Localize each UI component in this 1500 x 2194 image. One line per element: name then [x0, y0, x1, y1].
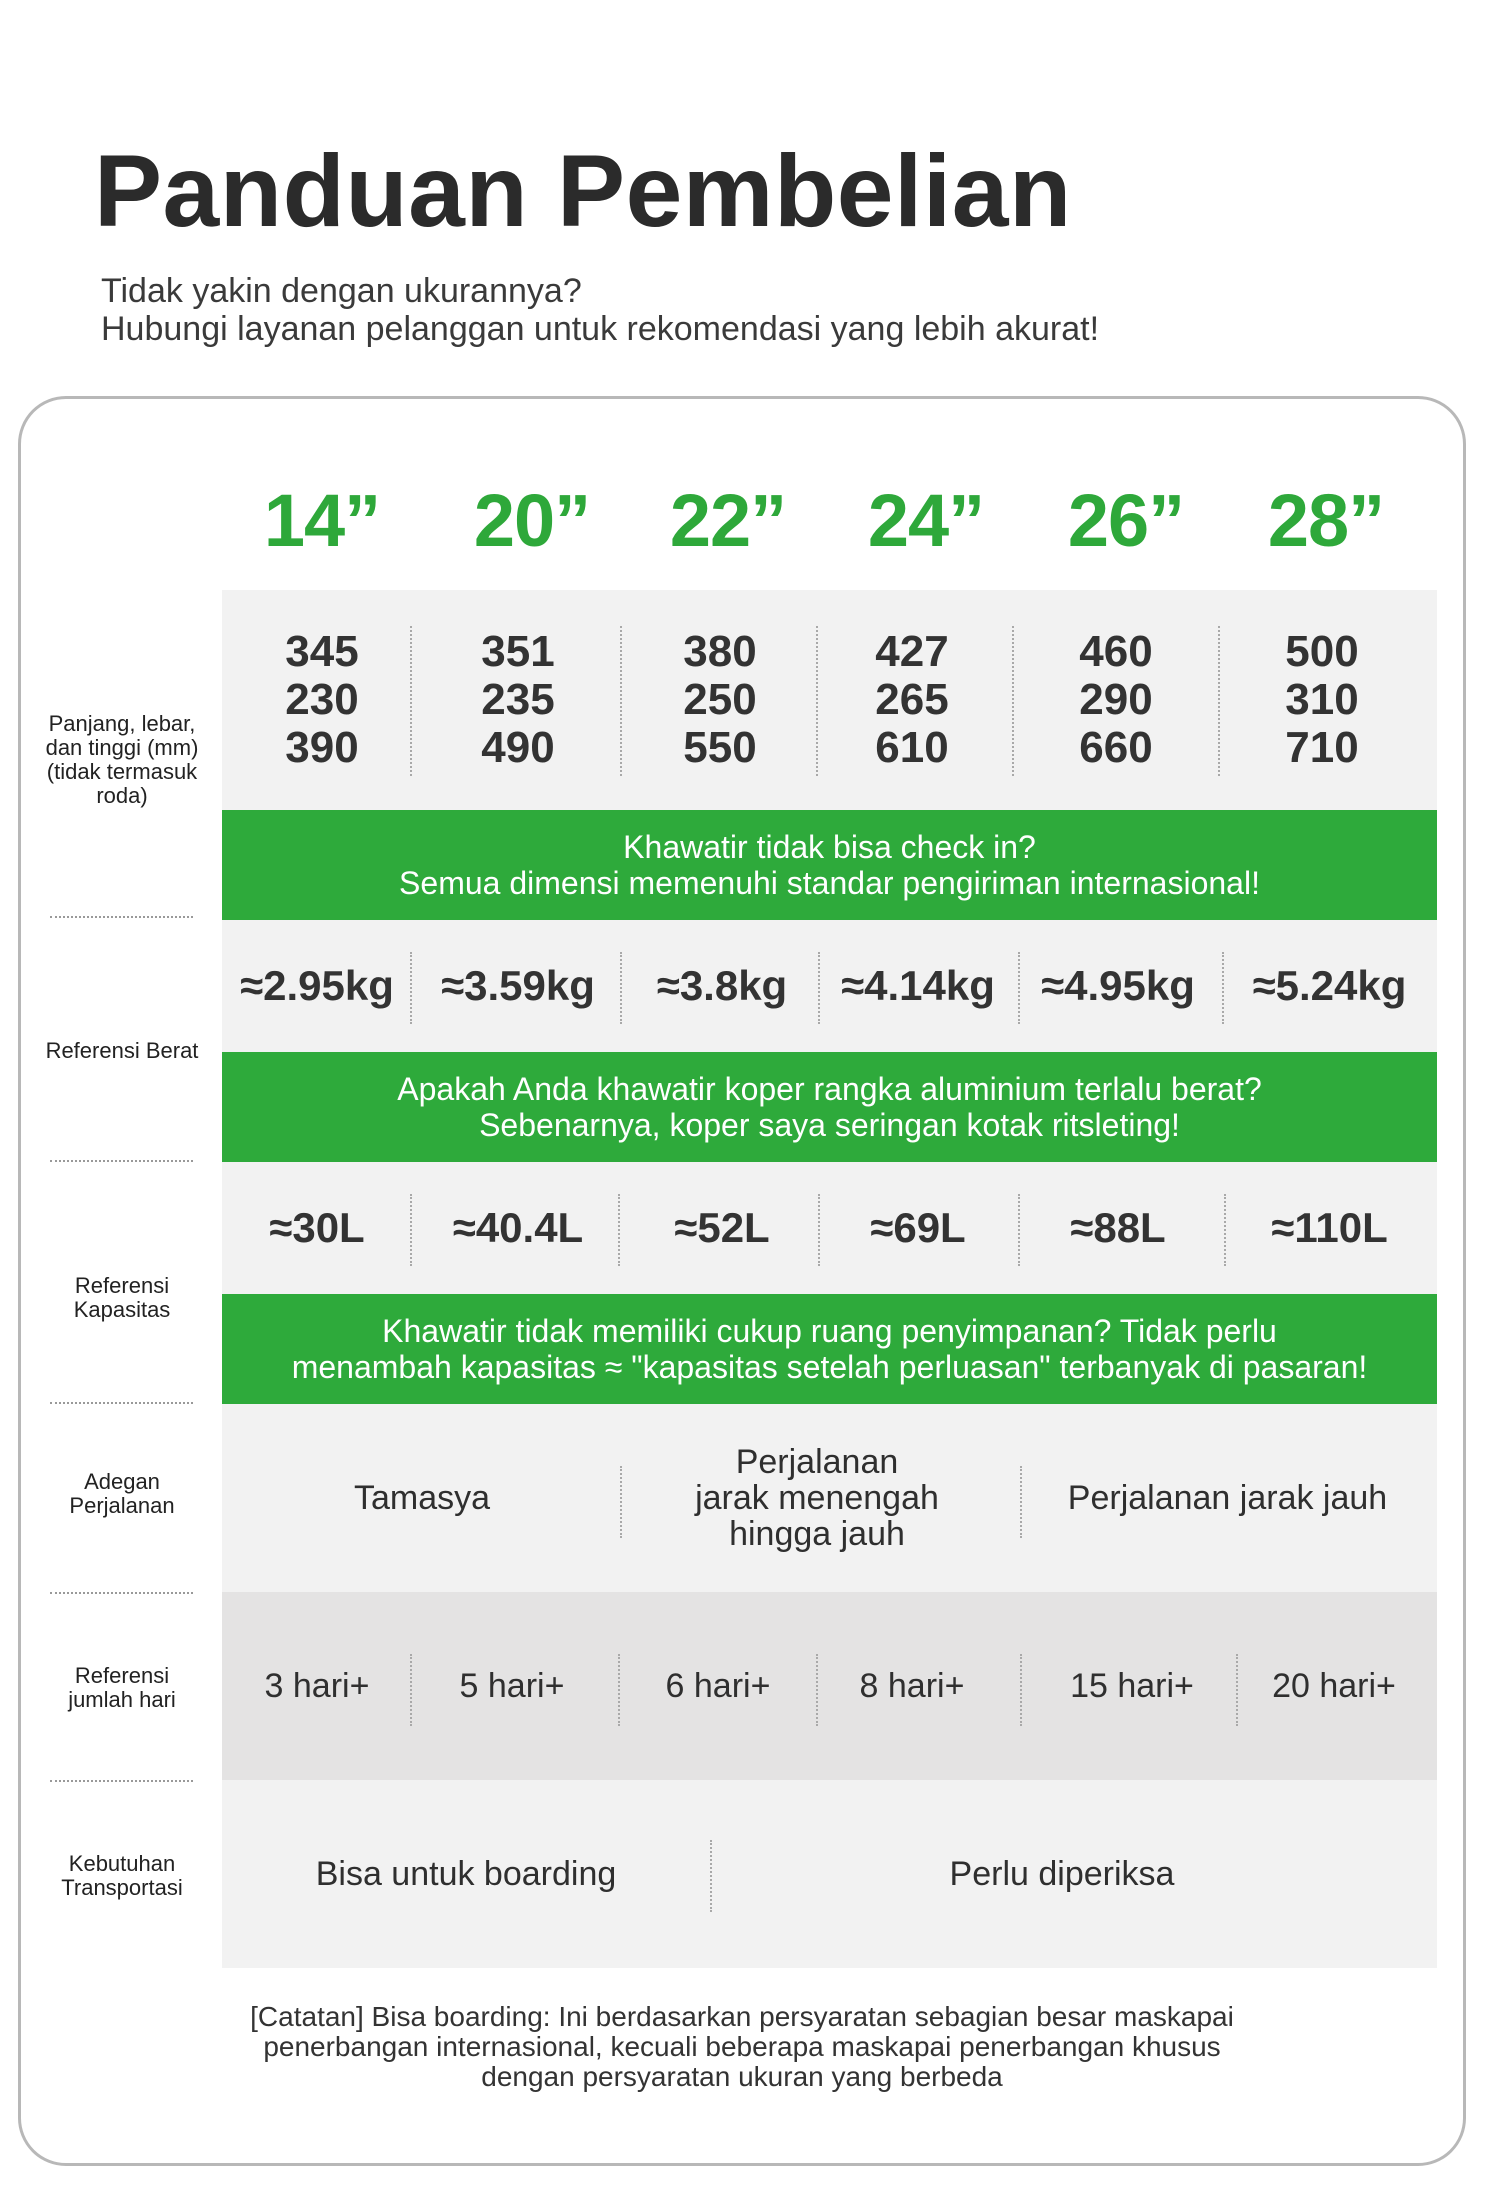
dimension-height: 490 [481, 723, 555, 772]
column-divider [620, 1466, 622, 1538]
dimension-width: 290 [1079, 675, 1153, 724]
capacity-cell-14: ≈30L [269, 1204, 365, 1251]
dimension-length: 351 [481, 627, 555, 676]
weight-cell-20: ≈3.59kg [441, 962, 595, 1009]
dimension-height: 660 [1079, 723, 1153, 772]
footnote: [Catatan] Bisa boarding: Ini berdasarkan persyaratan sebagian besar maskapai penerbangan internasional, kecuali beberapa maskapai penerbangan khusus dengan persyaratan ukuran yang berbeda [250, 2001, 1234, 2092]
label-days: Referensi jumlah hari [68, 1663, 176, 1712]
dimension-width: 235 [481, 675, 555, 724]
dimension-length: 427 [875, 627, 949, 676]
column-divider [410, 626, 412, 776]
subtitle-line-2: Hubungi layanan pelanggan untuk rekomendasi yang lebih akurat! [101, 310, 1100, 348]
size-header-20: 20” [473, 479, 591, 562]
weight-cell-24: ≈4.14kg [841, 962, 995, 1009]
column-divider [1012, 626, 1014, 776]
dimensions-cell-24 [812, 590, 1012, 810]
dimension-width: 310 [1285, 675, 1359, 724]
checkin-banner-line-2: Semua dimensi memenuhi standar pengiriman internasional! [399, 865, 1260, 901]
dimensions-cell-22 [620, 590, 820, 810]
weight-cell-28: ≈5.24kg [1252, 962, 1407, 1009]
checkin-banner-line-1: Khawatir tidak bisa check in? [623, 829, 1036, 865]
dimension-height: 390 [285, 723, 359, 772]
column-divider [410, 1194, 412, 1266]
days-cell-28: 20 hari+ [1272, 1667, 1396, 1705]
column-divider [1020, 1466, 1022, 1538]
weight-banner-line-1: Apakah Anda khawatir koper rangka aluminium terlalu berat? [397, 1071, 1262, 1107]
checkin-banner [222, 810, 1437, 920]
size-header-24: 24” [867, 479, 985, 562]
column-divider [710, 1840, 712, 1912]
days-cell-22: 6 hari+ [665, 1667, 771, 1705]
dimensions-cell-26 [1016, 590, 1216, 810]
capacity-cell-28: ≈110L [1271, 1204, 1388, 1251]
scene-long-distance: Perjalanan jarak jauh [1067, 1479, 1388, 1517]
column-divider [1018, 1194, 1020, 1266]
size-header-26: 26” [1067, 479, 1185, 562]
column-divider [818, 952, 820, 1024]
weight-banner [222, 1052, 1437, 1162]
dimension-width: 250 [683, 675, 757, 724]
dimension-length: 380 [683, 627, 757, 676]
dimension-height: 610 [875, 723, 949, 772]
size-header-28: 28” [1267, 479, 1385, 562]
column-divider [1018, 952, 1020, 1024]
dimension-width: 265 [875, 675, 949, 724]
dimension-length: 500 [1285, 627, 1359, 676]
dimensions-cell-20 [418, 590, 618, 810]
label-dimensions: Panjang, lebar, dan tinggi (mm) (tidak termasuk roda) [45, 711, 199, 808]
label-transport: Kebutuhan Transportasi [61, 1851, 183, 1900]
weight-cell-26: ≈4.95kg [1041, 962, 1195, 1009]
capacity-cell-24: ≈69L [870, 1204, 966, 1251]
column-divider [1218, 626, 1220, 776]
weight-cell-22: ≈3.8kg [656, 962, 788, 1009]
transport-checked: Perlu diperiksa [949, 1855, 1175, 1893]
capacity-cell-20: ≈40.4L [452, 1204, 584, 1251]
label-travel-scene: Adegan Perjalanan [69, 1469, 175, 1518]
transport-boarding: Bisa untuk boarding [315, 1855, 617, 1893]
column-divider [818, 1194, 820, 1266]
label-weight: Referensi Berat [45, 1038, 199, 1063]
days-cell-20: 5 hari+ [459, 1667, 565, 1705]
weight-cell-14: ≈2.95kg [240, 962, 394, 1009]
page-subtitle [101, 272, 1099, 348]
days-cell-14: 3 hari+ [264, 1667, 370, 1705]
capacity-banner-line-2: menambah kapasitas ≈ "kapasitas setelah perluasan" terbanyak di pasaran! [291, 1349, 1368, 1385]
dimension-width: 230 [285, 675, 359, 724]
weight-banner-line-2: Sebenarnya, koper saya seringan kotak ritsleting! [479, 1107, 1180, 1143]
dimension-length: 345 [285, 627, 359, 676]
column-divider [1224, 1194, 1226, 1266]
column-divider [1236, 1654, 1238, 1726]
label-divider [50, 1402, 193, 1404]
capacity-cell-22: ≈52L [674, 1204, 770, 1251]
column-divider [410, 952, 412, 1024]
label-divider [50, 1592, 193, 1594]
column-divider [816, 626, 818, 776]
column-divider [620, 952, 622, 1024]
scene-sightseeing: Tamasya [353, 1479, 491, 1517]
dimensions-cell-28 [1222, 590, 1422, 810]
column-divider [1222, 952, 1224, 1024]
label-divider [50, 1780, 193, 1782]
days-cell-26: 15 hari+ [1070, 1667, 1194, 1705]
dimension-length: 460 [1079, 627, 1153, 676]
label-capacity: Referensi Kapasitas [73, 1273, 171, 1322]
column-divider [816, 1654, 818, 1726]
column-divider [620, 626, 622, 776]
subtitle-line-1: Tidak yakin dengan ukurannya? [101, 272, 582, 310]
column-divider [1020, 1654, 1022, 1726]
dimensions-cell-14 [222, 590, 422, 810]
capacity-banner [222, 1294, 1437, 1404]
page-title: Panduan Pembelian [94, 134, 1072, 248]
column-divider [618, 1194, 620, 1266]
label-divider [50, 916, 193, 918]
scene-mid-long: Perjalanan jarak menengah hingga jauh [695, 1443, 939, 1553]
capacity-banner-line-1: Khawatir tidak memiliki cukup ruang penyimpanan? Tidak perlu [382, 1313, 1277, 1349]
label-divider [50, 1160, 193, 1162]
column-divider [618, 1654, 620, 1726]
size-header-22: 22” [669, 479, 787, 562]
dimension-height: 710 [1285, 723, 1359, 772]
capacity-cell-26: ≈88L [1070, 1204, 1166, 1251]
size-header-14: 14” [263, 479, 381, 562]
days-cell-24: 8 hari+ [859, 1667, 965, 1705]
column-divider [410, 1654, 412, 1726]
dimension-height: 550 [683, 723, 757, 772]
